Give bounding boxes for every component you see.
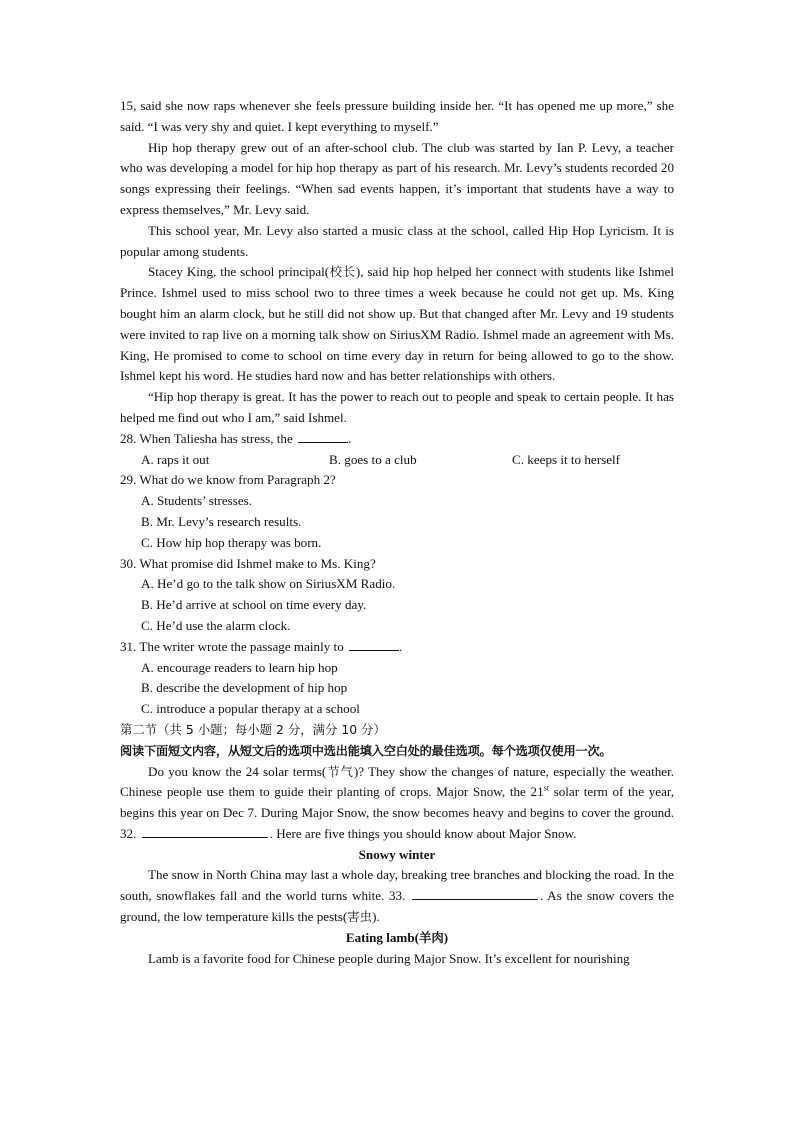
question-30-stem: 30. What promise did Ishmel make to Ms. King?: [120, 555, 376, 571]
passage1-paragraph-1: 15, said she now raps whenever she feels pressure building inside her. “It has opened me up more,” she said. “I was very shy and quiet. I kept everything to myself.”: [120, 98, 674, 134]
passage1-paragraph-3: This school year, Mr. Levy also started a music class at the school, called Hip Hop Lyricism. It is popular among students.: [120, 222, 674, 259]
passage1-paragraph-2: Hip hop therapy grew out of an after-school club. The club was started by Ian P. Levy, a teacher who was developing a model for hip hop therapy as part of his research. Mr. Levy’s students recorded 20 songs expressing their feelings. “When sad events happen, it’s important that students have a way to express themselves,” Mr. Levy said.: [120, 139, 674, 217]
passage1-paragraph-5: “Hip hop therapy is great. It has the power to reach out to people and speak to certain people. It has helped me find out who I am,” said Ishmel.: [120, 389, 674, 425]
question-28-period: .: [348, 430, 352, 446]
option-28-b[interactable]: B. goes to a club: [329, 451, 417, 467]
p4-text-a: Stacey King, the school principal(: [148, 264, 330, 280]
passage2-snow-paragraph: [120, 865, 674, 927]
option-30-c[interactable]: C. He’d use the alarm clock.: [141, 617, 291, 633]
answer-blank-32[interactable]: [142, 825, 268, 838]
intro-chinese-gloss: 节气: [326, 763, 354, 779]
p4-text-b: ), said hip hop helped her connect with students like Ishmel Prince. Ishmel used to miss school two to three times a week because he could not get up. Ms. King bought him an alarm clock, but he still did not show up. But that changed after Mr. Levy and 19 students were invited to rap live on a morning talk show on SiriusXM Radio. Ishmel made an agreement with Ms. King, He promised to come to school on time every day in return for being allowed to go to the show. Ishmel kept his word. He studies hard now and has better relationships with others.: [120, 264, 674, 384]
option-30-a[interactable]: A. He’d go to the talk show on SiriusXM Radio.: [141, 576, 396, 592]
answer-blank-33[interactable]: [412, 887, 538, 900]
option-31-b[interactable]: B. describe the development of hip hop: [141, 680, 348, 696]
section-title: 第二节（共 5 小题；每小题 2 分，满分 10 分）: [120, 721, 386, 737]
heading2-chinese-gloss: 羊肉: [418, 929, 444, 945]
option-29-b[interactable]: B. Mr. Levy’s research results.: [141, 513, 302, 529]
option-29-a[interactable]: A. Students’ stresses.: [141, 493, 253, 509]
question-28: [120, 429, 674, 471]
answer-blank[interactable]: [349, 638, 399, 651]
option-31-c[interactable]: C. introduce a popular therapy at a school: [141, 701, 360, 717]
heading-snowy-winter: Snowy winter: [358, 846, 436, 862]
intro-text-a: Do you know the 24 solar terms(: [148, 763, 327, 779]
option-28-c[interactable]: C. keeps it to herself: [512, 451, 620, 467]
option-31-a[interactable]: A. encourage readers to learn hip hop: [141, 659, 338, 675]
section-instruction: 阅读下面短文内容，从短文后的选项中选出能填入空白处的最佳选项。每个选项仅使用一次。: [120, 743, 612, 758]
heading2-text-b: ): [443, 929, 449, 945]
ordinal-suffix: st: [543, 783, 549, 793]
snow-chinese-gloss: 害虫: [347, 909, 373, 925]
question-29-stem: 29. What do we know from Paragraph 2?: [120, 472, 336, 488]
passage1-paragraph-4: [120, 262, 674, 387]
heading-eating-lamb: [120, 928, 674, 949]
intro-text-c: solar term of the year, begins this year on Dec 7. During Major Snow, the snow becomes heavy and begins to cover the ground. 32.: [120, 784, 674, 841]
passage2-lamb-paragraph: Lamb is a favorite food for Chinese people during Major Snow. It’s excellent for nourishing: [148, 950, 630, 966]
option-30-b[interactable]: B. He’d arrive at school on time every day.: [141, 597, 367, 613]
question-31: [120, 637, 674, 720]
snow-text-c: ).: [372, 909, 380, 925]
p4-chinese-gloss: 校长: [329, 264, 356, 280]
heading2-text-a: Eating lamb(: [345, 929, 419, 945]
answer-blank[interactable]: [298, 430, 348, 443]
question-31-stem: 31. The writer wrote the passage mainly to: [120, 638, 344, 654]
option-29-c[interactable]: C. How hip hop therapy was born.: [141, 534, 322, 550]
option-28-a[interactable]: A. raps it out: [141, 451, 210, 467]
intro-text-b: )? They show the changes of nature, especially the weather. Chinese people use them to guide their planting of crops. Major Snow, the 21: [120, 763, 675, 800]
question-29: [120, 470, 674, 553]
passage2-intro: [120, 762, 674, 845]
question-28-stem: 28. When Taliesha has stress, the: [120, 430, 293, 446]
question-30: [120, 554, 674, 637]
question-31-period: .: [399, 638, 403, 654]
document-page: [120, 96, 674, 969]
snow-text-a: The snow in North China may last a whole day, breaking tree branches and blocking the road. In the south, snowflakes fall and the world turns white. 33.: [120, 867, 674, 904]
snow-text-b: . As the snow covers the ground, the low temperature kills the pests(: [120, 888, 675, 925]
intro-text-d: . Here are five things you should know about Major Snow.: [269, 825, 577, 841]
